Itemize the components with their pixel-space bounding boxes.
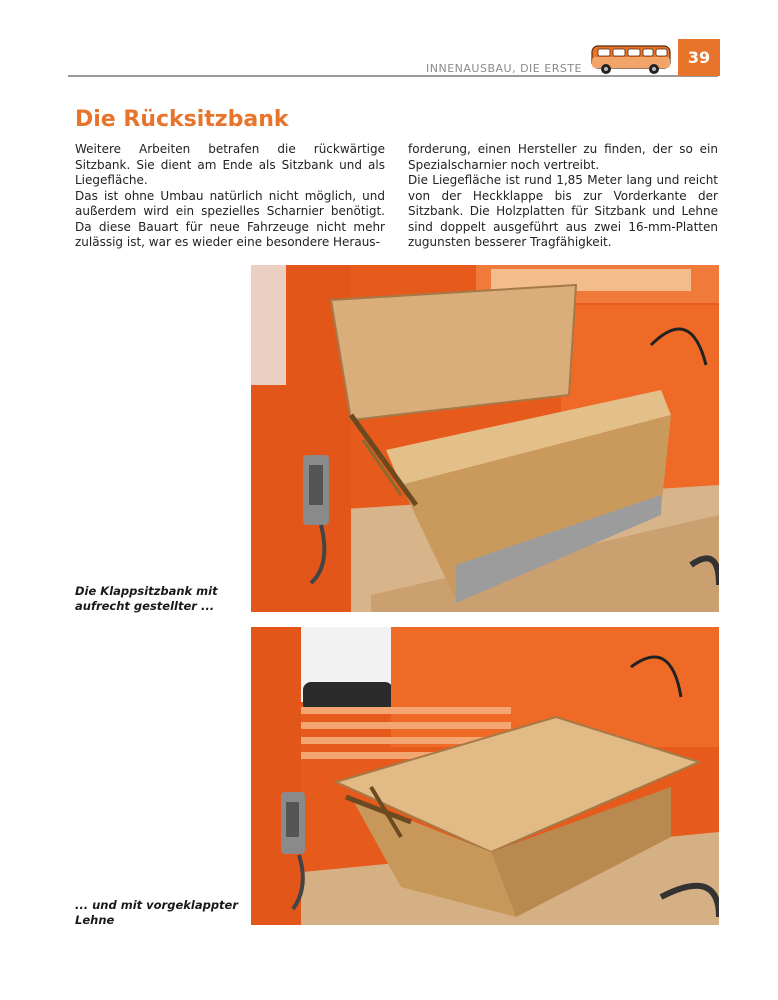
- photo-bench-folded: [251, 627, 719, 925]
- photo-bench-upright: [251, 265, 719, 612]
- body-column-left: [75, 142, 385, 251]
- caption-line: Die Klappsitzbank mit: [75, 584, 218, 598]
- paragraph: Weitere Arbeiten betrafen die rückwärtige Sitzbank. Sie dient am Ende als Sitzbank und als Liegefläche.: [75, 142, 385, 187]
- paragraph: Die Liegefläche ist rund 1,85 Meter lang und reicht von der Heckklappe bis zur Vorderkante der Sitzbank. Die Holzplatten für Sitzbank und Lehne sind doppelt ausgeführt aus zwei 16-mm-Platten zugunsten besserer Tragfähigkeit.: [408, 173, 718, 249]
- vw-bus-icon: [588, 40, 674, 76]
- figure-caption: [75, 898, 245, 928]
- body-column-right: [408, 142, 718, 251]
- section-title: Die Rücksitzbank: [75, 107, 289, 132]
- caption-line: ... und mit vorgeklappter: [75, 898, 239, 912]
- paragraph: Das ist ohne Umbau natürlich nicht möglich, und außerdem wird ein spezielles Scharnier benötigt. Da diese Bauart für neue Fahrzeuge nicht mehr zulässig ist, war es wieder eine besondere Heraus-: [75, 188, 385, 249]
- figure-caption: [75, 584, 245, 614]
- running-head: INNENAUSBAU, DIE ERSTE: [426, 62, 582, 75]
- paragraph: forderung, einen Hersteller zu finden, der so ein Spezialscharnier noch vertreibt.: [408, 142, 718, 172]
- caption-line: Lehne: [75, 913, 115, 927]
- caption-line: aufrecht gestellter ...: [75, 599, 215, 613]
- page-number: 39: [678, 39, 720, 76]
